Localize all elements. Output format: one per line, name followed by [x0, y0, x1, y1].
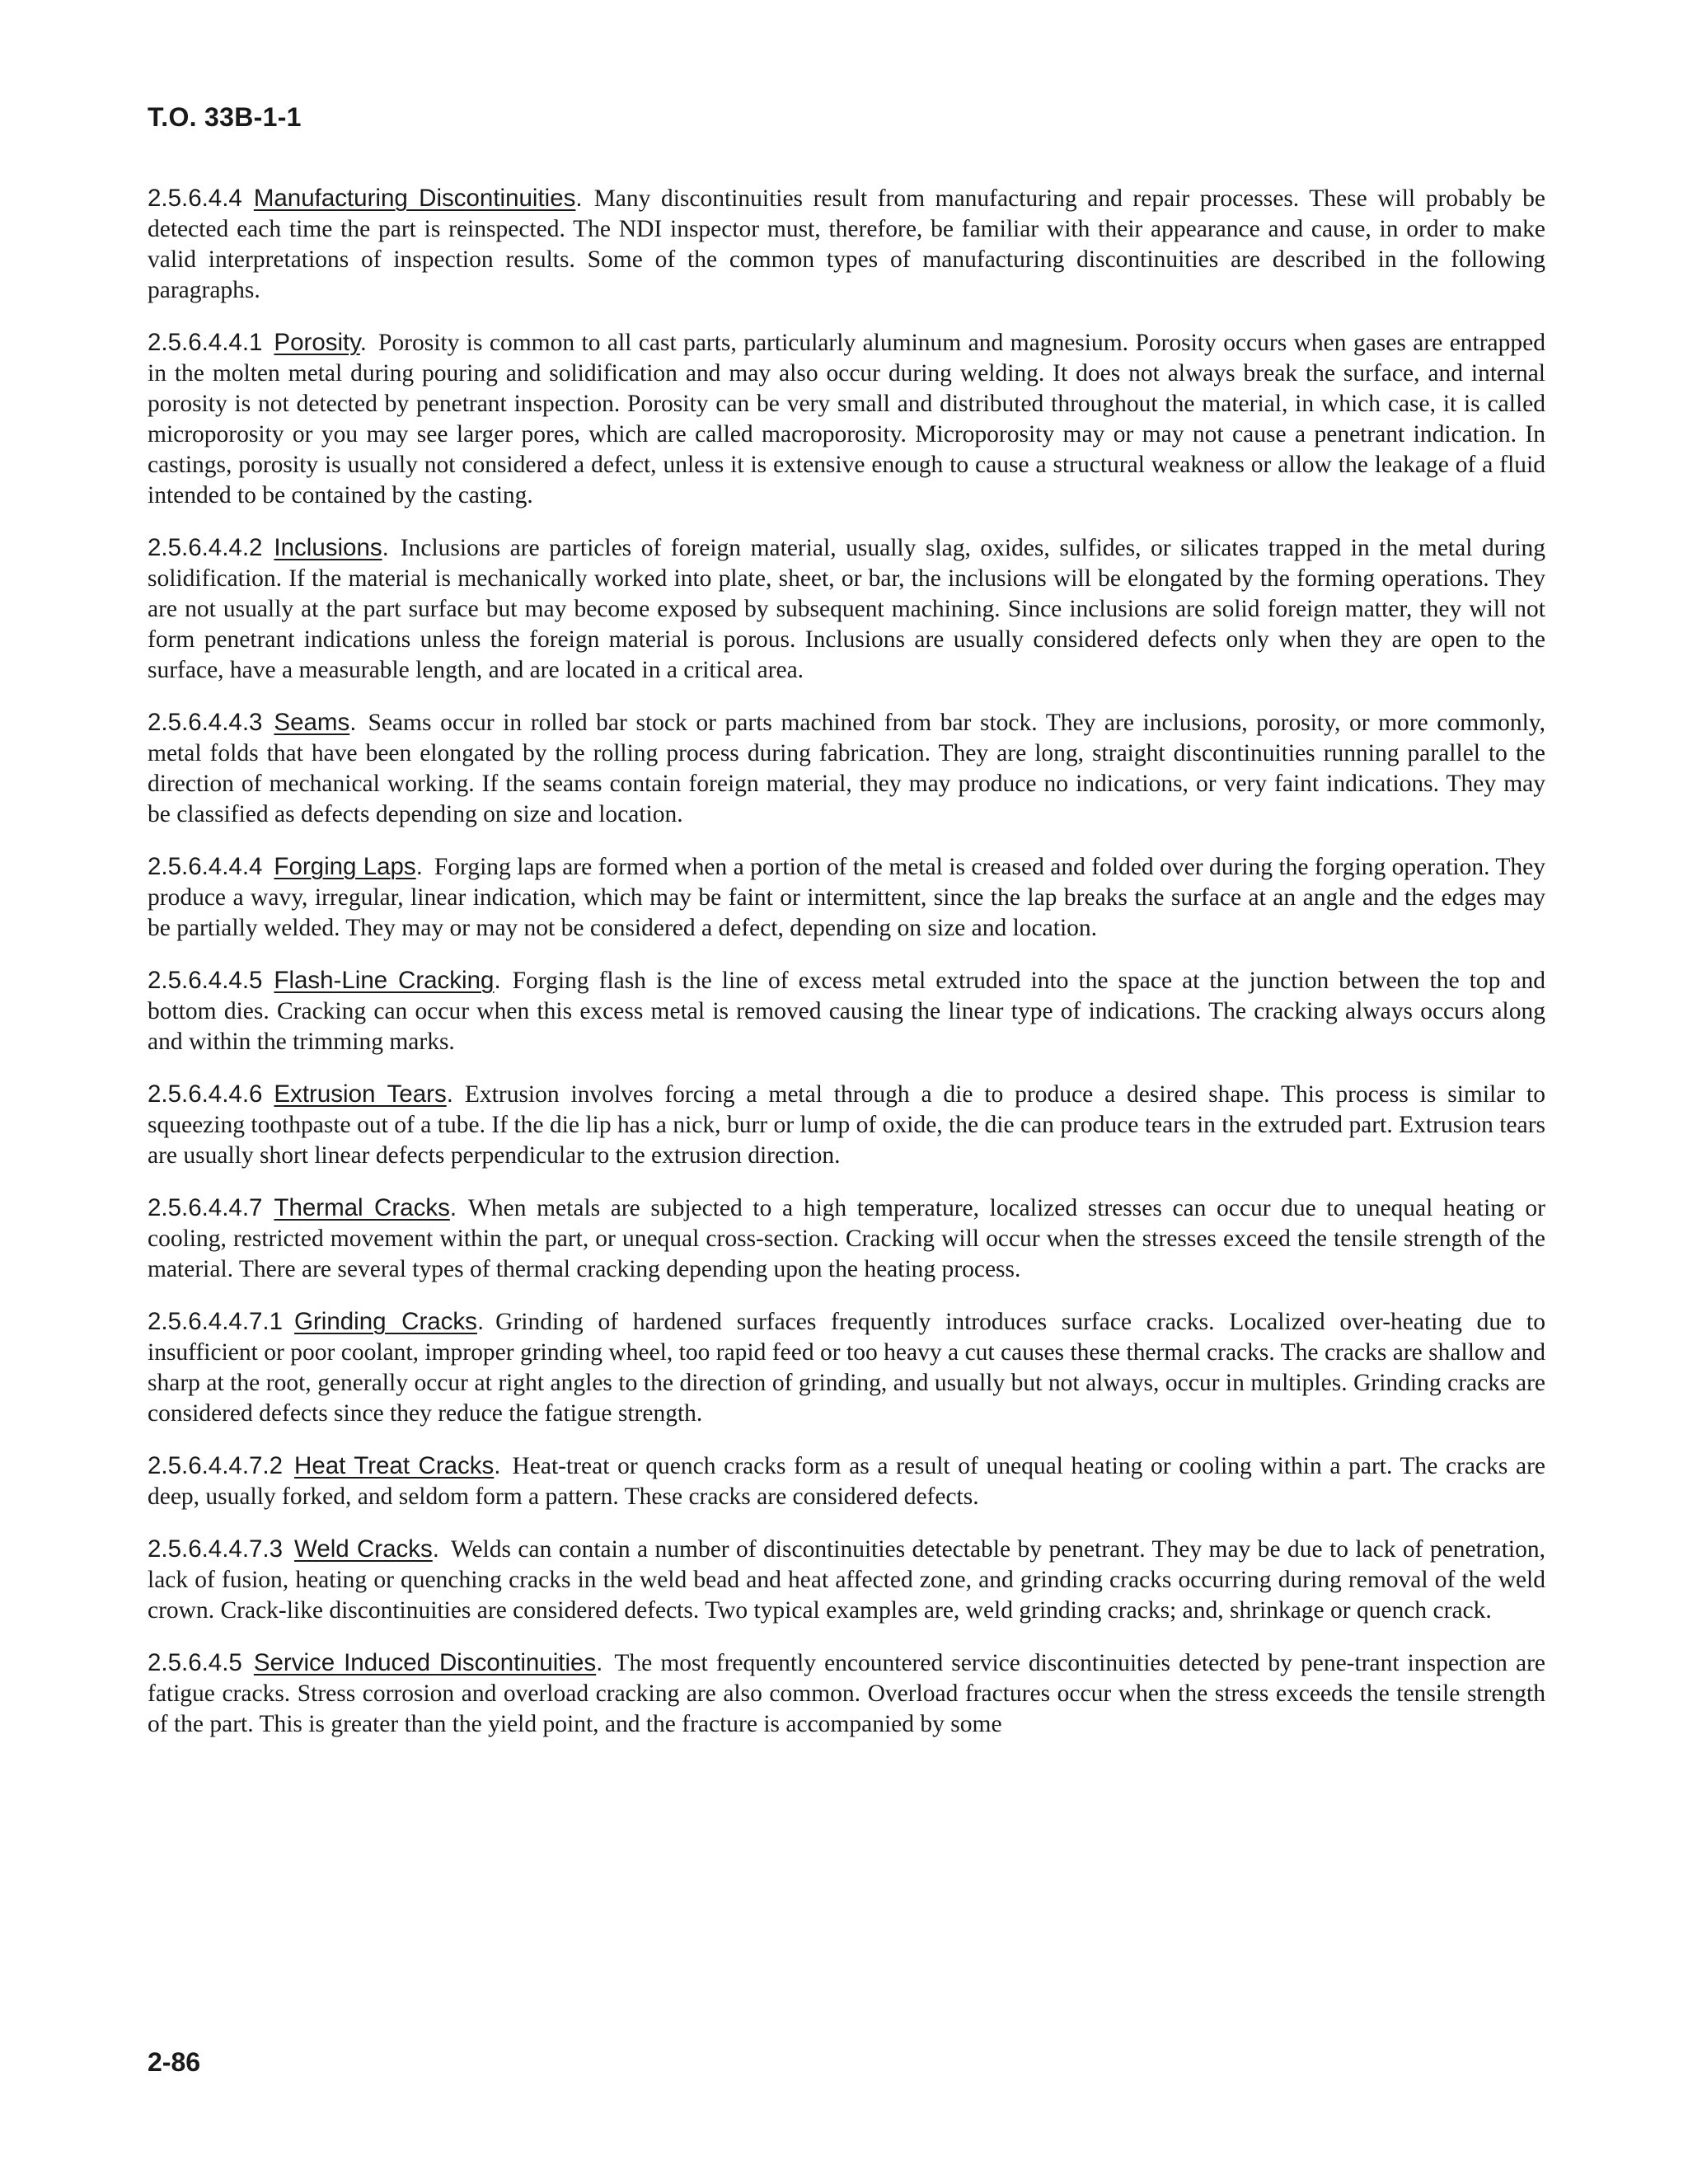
- paragraph-body: Seams occur in rolled bar stock or parts machined from bar stock. They are inclusions, porosity, or more commonly, metal folds that have been elongated by the rolling process during fabrication. They are long, straight discontinuities running parallel to the direction of mechanical working. If the seams contain foreign material, they may produce no indications, or very faint indications. They may be classified as defects depending on size and location.: [148, 710, 1545, 827]
- paragraph-title: Service Induced Discontinuities: [253, 1649, 597, 1676]
- title-period: .: [575, 185, 583, 212]
- page-content: [148, 183, 1545, 1761]
- paragraph-number: 2.5.6.4.4.3: [148, 709, 263, 736]
- document-id-header: T.O. 33B-1-1: [148, 102, 302, 132]
- paragraph-title: Forging Laps: [274, 853, 416, 880]
- paragraph-title: Flash-Line Cracking: [274, 967, 495, 994]
- title-period: .: [349, 709, 357, 736]
- paragraph-number: 2.5.6.4.5: [148, 1649, 242, 1676]
- paragraph-body: Extrusion involves forcing a metal through a die to produce a desired shape. This process is similar to squeezing toothpaste out of a tube. If the die lip has a nick, burr or lump of oxide, the die can produce tears in the extruded part. Extrusion tears are usually short linear defects perpendicular to the extrusion direction.: [148, 1081, 1545, 1169]
- title-period: .: [446, 1080, 453, 1108]
- paragraph-extrusion-tears: [148, 1079, 1545, 1171]
- title-period: .: [494, 1452, 501, 1479]
- paragraph-title: Grinding Cracks: [294, 1308, 477, 1335]
- paragraph-body: Porosity is common to all cast parts, particularly aluminum and magnesium. Porosity occurs when gases are entrapped in the molten metal during pouring and solidification and may also occur during welding. It does not always break the surface, and internal porosity is not detected by penetrant inspection. Porosity can be very small and distributed throughout the material, in which case, it is called microporosity or you may see larger pores, which are called macroporosity. Microporosity may or may not cause a penetrant indication. In castings, porosity is usually not considered a defect, unless it is extensive enough to cause a structural weakness or allow the leakage of a fluid intended to be contained by the casting.: [148, 330, 1545, 509]
- paragraph-seams: [148, 707, 1545, 830]
- title-period: .: [359, 329, 367, 356]
- page-number: 2-86: [148, 2047, 201, 2077]
- paragraph-thermal-cracks: [148, 1193, 1545, 1285]
- paragraph-title: Manufacturing Discontinuities: [253, 185, 576, 212]
- paragraph-number: 2.5.6.4.4.7.3: [148, 1535, 284, 1563]
- paragraph-flash-line-cracking: [148, 965, 1545, 1057]
- paragraph-number: 2.5.6.4.4.7.1: [148, 1308, 284, 1335]
- paragraph-number: 2.5.6.4.4.4: [148, 853, 263, 880]
- paragraph-number: 2.5.6.4.4.6: [148, 1080, 263, 1108]
- paragraph-weld-cracks: [148, 1534, 1545, 1626]
- paragraph-number: 2.5.6.4.4.5: [148, 967, 263, 994]
- paragraph-inclusions: [148, 532, 1545, 686]
- paragraph-body: Many discontinuities result from manufacturing and repair processes. These will probably be detected each time the part is reinspected. The NDI inspector must, therefore, be familiar with their appearance and cause, in order to make valid interpretations of inspection results. Some of the common types of manufacturing discontinuities are described in the following paragraphs.: [148, 185, 1545, 303]
- paragraph-heat-treat-cracks: [148, 1451, 1545, 1512]
- title-period: .: [415, 853, 423, 880]
- paragraph-body: Grinding of hardened surfaces frequently introduces surface cracks. Localized over-heating due to insufficient or poor coolant, improper grinding wheel, too rapid feed or too heavy a cut causes these thermal cracks. The cracks are shallow and sharp at the root, generally occur at right angles to the direction of grinding, and usually but not always, occur in multiples. Grinding cracks are considered defects since they reduce the fatigue strength.: [148, 1309, 1545, 1427]
- paragraph-title: Extrusion Tears: [274, 1080, 447, 1108]
- paragraph-number: 2.5.6.4.4.7: [148, 1194, 263, 1221]
- paragraph-title: Inclusions: [274, 534, 382, 561]
- paragraph-title: Porosity: [274, 329, 360, 356]
- title-period: .: [596, 1649, 603, 1676]
- paragraph-number: 2.5.6.4.4: [148, 185, 242, 212]
- title-period: .: [449, 1194, 457, 1221]
- paragraph-forging-laps: [148, 851, 1545, 944]
- paragraph-number: 2.5.6.4.4.2: [148, 534, 263, 561]
- title-period: .: [476, 1308, 485, 1335]
- paragraph-porosity: [148, 327, 1545, 511]
- paragraph-body: Heat-treat or quench cracks form as a result of unequal heating or cooling within a part. The cracks are deep, usually forked, and seldom form a pattern. These cracks are considered defects.: [148, 1453, 1545, 1510]
- paragraph-body: The most frequently encountered service discontinuities detected by pene-trant inspection are fatigue cracks. Stress corrosion and overload cracking are also common. Overload fractures occur when the stress exceeds the tensile strength of the part. This is greater than the yield point, and the fracture is accompanied by some: [148, 1650, 1545, 1737]
- paragraph-manufacturing-discontinuities: [148, 183, 1545, 306]
- paragraph-body: Forging laps are formed when a portion of the metal is creased and folded over during the forging operation. They produce a wavy, irregular, linear indication, which may be faint or intermittent, since the lap breaks the surface at an angle and the edges may be partially welded. They may or may not be considered a defect, depending on size and location.: [148, 854, 1545, 941]
- paragraph-number: 2.5.6.4.4.7.2: [148, 1452, 284, 1479]
- title-period: .: [382, 534, 389, 561]
- paragraph-number: 2.5.6.4.4.1: [148, 329, 263, 356]
- paragraph-body: Inclusions are particles of foreign material, usually slag, oxides, sulfides, or silicates trapped in the metal during solidification. If the material is mechanically worked into plate, sheet, or bar, the inclusions will be elongated by the forming operations. They are not usually at the part surface but may become exposed by subsequent machining. Since inclusions are solid foreign matter, they will not form penetrant indications unless the foreign material is porous. Inclusions are usually considered defects only when they are open to the surface, have a measurable length, and are located in a critical area.: [148, 535, 1545, 683]
- paragraph-body: When metals are subjected to a high temperature, localized stresses can occur due to unequal heating or cooling, restricted movement within the part, or unequal cross-section. Cracking will occur when the stresses exceed the tensile strength of the material. There are several types of thermal cracking depending upon the heating process.: [148, 1195, 1545, 1282]
- paragraph-body: Welds can contain a number of discontinuities detectable by penetrant. They may be due to lack of penetration, lack of fusion, heating or quenching cracks in the weld bead and heat affected zone, and grinding cracks occurring during removal of the weld crown. Crack-like discontinuities are considered defects. Two typical examples are, weld grinding cracks; and, shrinkage or quench crack.: [148, 1536, 1545, 1624]
- paragraph-title: Heat Treat Cracks: [294, 1452, 495, 1479]
- title-period: .: [494, 967, 501, 994]
- title-period: .: [432, 1535, 439, 1563]
- paragraph-grinding-cracks: [148, 1306, 1545, 1429]
- paragraph-title: Thermal Cracks: [274, 1194, 450, 1221]
- paragraph-title: Seams: [274, 709, 350, 736]
- paragraph-body: Forging flash is the line of excess metal extruded into the space at the junction between the top and bottom dies. Cracking can occur when this excess metal is removed causing the linear type of indications. The cracking always occurs along and within the trimming marks.: [148, 968, 1545, 1055]
- paragraph-title: Weld Cracks: [294, 1535, 433, 1563]
- paragraph-service-induced-discontinuities: [148, 1647, 1545, 1740]
